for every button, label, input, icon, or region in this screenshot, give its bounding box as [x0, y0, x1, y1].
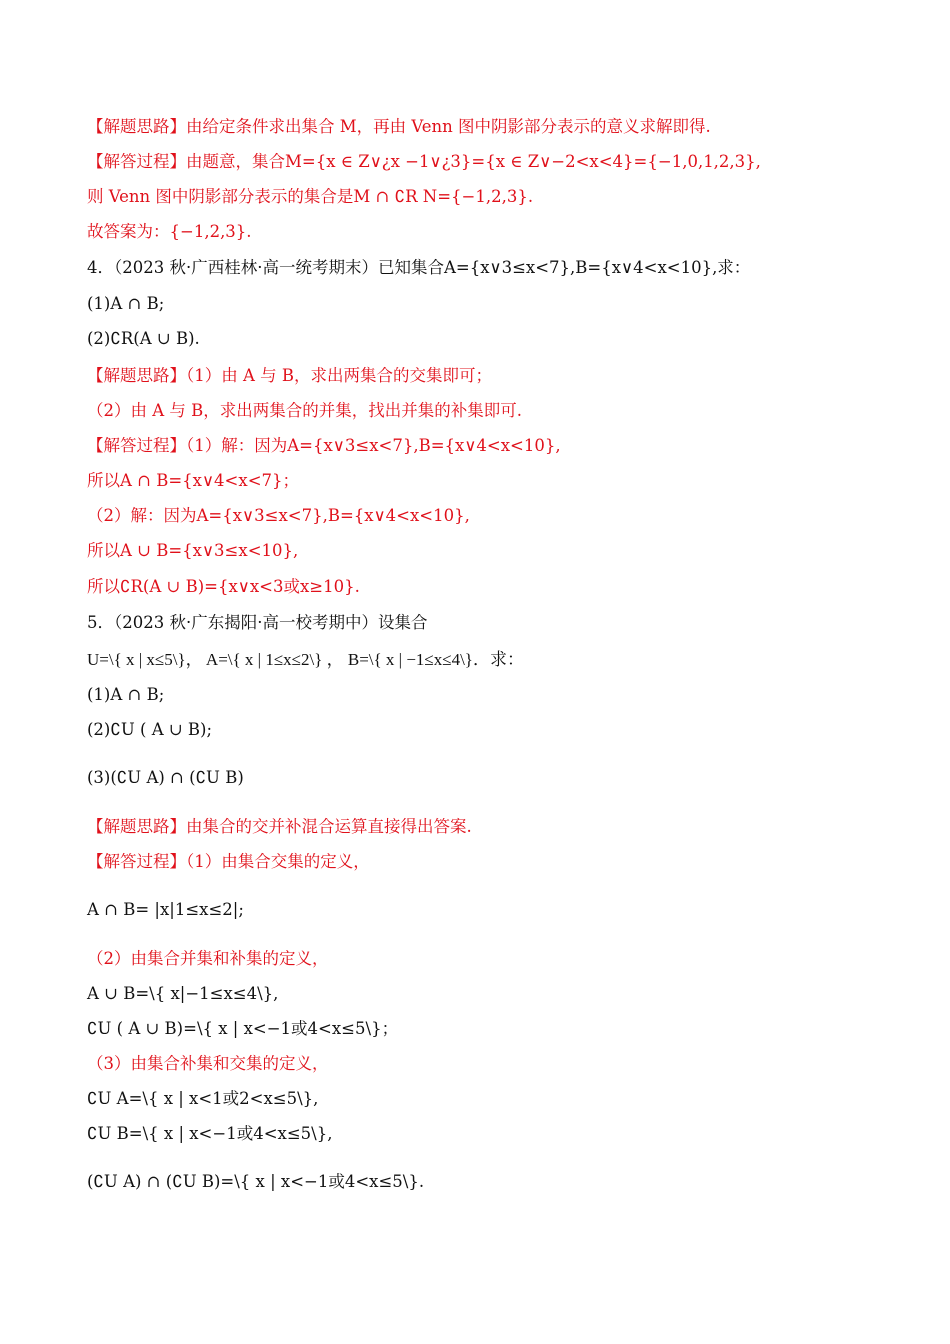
hint-line-3: （2）由 A 与 B，求出两集合的并集，找出并集的补集即可. — [87, 401, 523, 420]
hint-tag: 【解题思路】 — [87, 366, 186, 385]
solution-line-7: 所以∁R(A ∪ B)={x∨x<3或x≥10}. — [87, 577, 360, 596]
solution-text: （1）由集合交集的定义， — [186, 852, 370, 871]
solution-tag: 【解答过程】 — [87, 852, 186, 871]
question-4-part-2: (2)∁R(A ∪ B). — [87, 329, 200, 348]
hint-line-2 — [87, 364, 890, 388]
hint-line-4 — [87, 815, 890, 839]
answer-line: 故答案为：{−1,2,3}. — [87, 222, 252, 241]
question-4-part-1: (1)A ∩ B; — [87, 294, 165, 313]
solution-line-4: 所以A ∩ B={x∨4<x<7}； — [87, 471, 300, 490]
question-5-part-2: (2)∁U ( A ∪ B); — [87, 720, 213, 739]
solution-line-13: （3）由集合补集和交集的定义， — [87, 1054, 329, 1073]
hint-tag: 【解题思路】 — [87, 117, 186, 136]
solution-line-5: （2）解：因为A={x∨3≤x<7},B={x∨4<x<10}, — [87, 506, 470, 525]
solution-line-14: ∁U A=\{ x | x<1或2<x≤5\}, — [87, 1089, 319, 1108]
question-5-part-3: (3)(∁U A) ∩ (∁U B) — [87, 768, 244, 787]
solution-line-6: 所以A ∪ B={x∨3≤x<10}, — [87, 541, 299, 560]
hint-tag: 【解题思路】 — [87, 817, 186, 836]
question-5-sets: U=\{ x | x≤5\}， A=\{ x | 1≤x≤2\} ， B=\{ x | −1≤x≤4\}．求： — [87, 650, 524, 669]
hint-line-1 — [87, 115, 890, 139]
solution-line-15: ∁U B=\{ x | x<−1或4<x≤5\}, — [87, 1124, 333, 1143]
solution-text: （1）解：因为A={x∨3≤x<7},B={x∨4<x<10}, — [186, 436, 561, 455]
question-4-stem: 4．（2023 秋·广西桂林·高一统考期末）已知集合A={x∨3≤x<7},B={x∨4<x<10},求： — [87, 258, 751, 277]
solution-line-1 — [87, 150, 890, 174]
hint-text: 由集合的交并补混合运算直接得出答案. — [186, 817, 472, 836]
question-5-stem: 5．（2023 秋·广东揭阳·高一校考期中）设集合 — [87, 613, 428, 632]
solution-tag: 【解答过程】 — [87, 436, 186, 455]
solution-text: 由题意，集合M={x ∈ Z∨¿x −1∨¿3}={x ∈ Z∨−2<x<4}={−1,0,1,2,3}, — [186, 152, 761, 171]
solution-line-2: 则 Venn 图中阴影部分表示的集合是M ∩ ∁R N={−1,2,3}. — [87, 187, 534, 206]
hint-text: （1）由 A 与 B，求出两集合的交集即可； — [186, 366, 493, 385]
solution-line-9: A ∩ B= |x|1≤x≤2|; — [87, 900, 244, 919]
solution-line-10: （2）由集合并集和补集的定义， — [87, 949, 329, 968]
solution-tag: 【解答过程】 — [87, 152, 186, 171]
solution-line-11: A ∪ B=\{ x|−1≤x≤4\}, — [87, 984, 279, 1003]
solution-line-8 — [87, 850, 890, 874]
solution-line-3 — [87, 434, 890, 458]
question-5-part-1: (1)A ∩ B; — [87, 685, 165, 704]
solution-line-16: (∁U A) ∩ (∁U B)=\{ x | x<−1或4<x≤5\}. — [87, 1172, 425, 1191]
hint-text: 由给定条件求出集合 M，再由 Venn 图中阴影部分表示的意义求解即得. — [186, 117, 711, 136]
solution-line-12: ∁U ( A ∪ B)=\{ x | x<−1或4<x≤5\}； — [87, 1019, 399, 1038]
